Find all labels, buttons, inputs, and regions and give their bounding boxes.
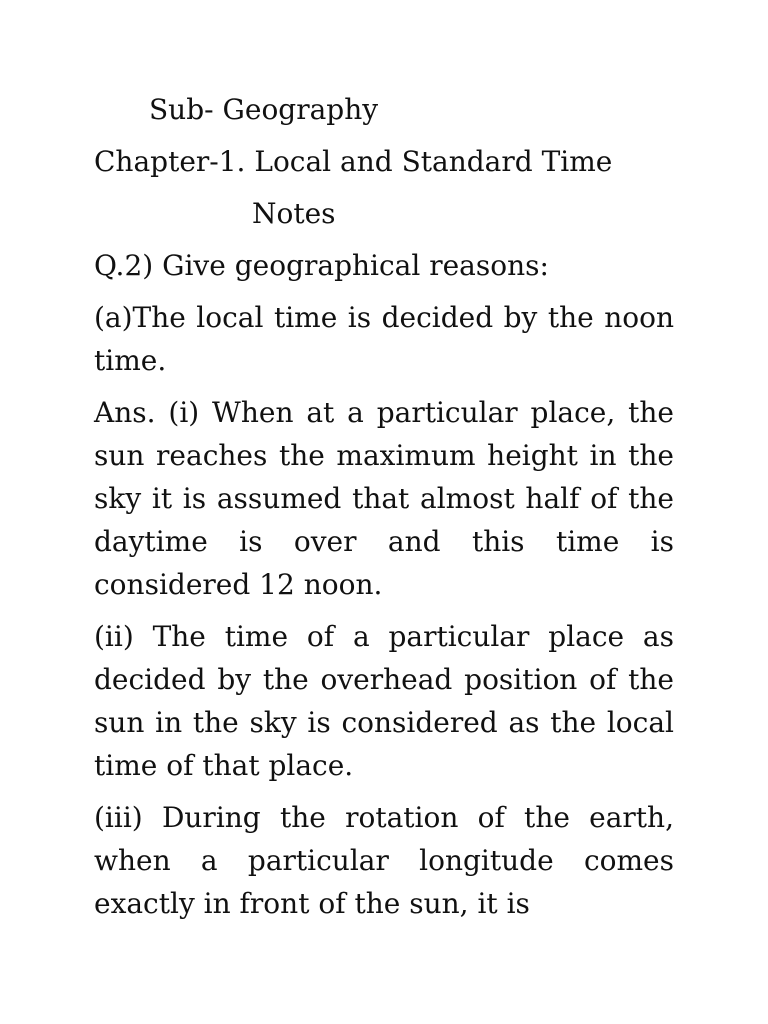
question-label: Q.2) Give geographical reasons: bbox=[94, 249, 549, 282]
document-page bbox=[94, 88, 674, 934]
chapter-title: Chapter-1. Local and Standard Time bbox=[94, 145, 613, 178]
answer-point-2: (ii) The time of a particular place as decided by the overhead position of the sun in the sky is considered as the local time of that place. bbox=[94, 620, 674, 782]
answer-point-1: Ans. (i) When at a particular place, the sun reaches the maximum height in the sky it is assumed that almost half of the daytime is over and this time is considered 12 noon. bbox=[94, 396, 674, 601]
answer-point-3: (iii) During the rotation of the earth, when a particular longitude comes exactly in front of the sun, it is bbox=[94, 801, 674, 920]
notes-heading: Notes bbox=[252, 197, 336, 230]
question-part-a: (a)The local time is decided by the noon time. bbox=[94, 301, 674, 377]
subject-heading: Sub- Geography bbox=[149, 93, 379, 126]
